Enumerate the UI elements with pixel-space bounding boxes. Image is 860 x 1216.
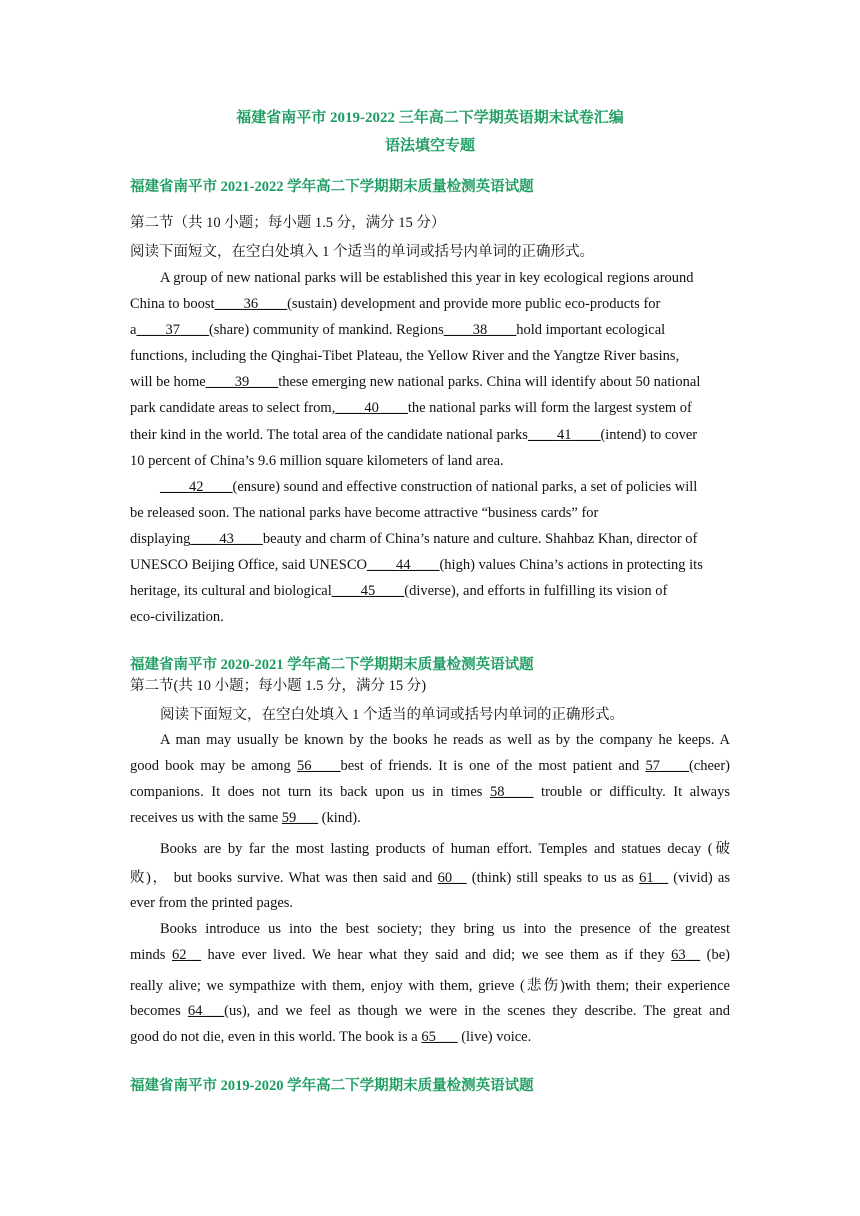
- passage-line: [160, 479, 730, 496]
- line-text: (think) still speaks to us as: [466, 870, 634, 886]
- line-text: (ensure) sound and effective construction of national parks, a set of policies will: [232, 479, 698, 495]
- section-part-label: 第二节（共 10 小题；每小题 1.5 分，满分 15 分）: [130, 215, 446, 231]
- line-text: beauty and charm of China’s nature and culture. Shahbaz Khan, director of: [262, 531, 698, 547]
- answer-blank: ____42____: [160, 479, 233, 495]
- passage-line: [130, 557, 730, 574]
- passage-line: [130, 866, 730, 887]
- line-text: A man may usually be known by the books he reads as well as by the company he keeps. A: [160, 732, 730, 748]
- line-text: (us), and we feel as though we were in the scenes they describe. The great and: [224, 1003, 730, 1019]
- passage-line: [130, 1029, 730, 1046]
- answer-blank: ____39____: [205, 374, 279, 390]
- passage-line: [130, 609, 730, 626]
- line-text: hold important ecological: [516, 322, 666, 338]
- answer-blank: 63__: [671, 947, 701, 963]
- section-instruction: 阅读下面短文，在空白处填入 1 个适当的单词或括号内单词的正确形式。: [130, 244, 594, 260]
- passage-line: [130, 453, 730, 470]
- line-text: (diverse), and efforts in fulfilling its vision of: [404, 583, 668, 599]
- passage-line: [130, 505, 730, 522]
- answer-blank: ____44____: [366, 557, 440, 573]
- line-text: really alive; we sympathize with them, enjoy with them, grieve (悲伤)with them; their experience: [130, 978, 730, 994]
- line-text: the national parks will form the largest system of: [407, 400, 692, 416]
- passage-line: [130, 947, 730, 964]
- line-text: good book may be among: [130, 758, 291, 774]
- answer-blank: 59___: [281, 810, 319, 826]
- answer-blank: ____36____: [214, 296, 288, 312]
- passage-line: [160, 270, 730, 287]
- passage-line: [130, 296, 730, 313]
- line-text: A group of new national parks will be established this year in key ecological regions around: [160, 270, 694, 286]
- passage-line: [130, 1003, 730, 1020]
- answer-blank: ____41____: [527, 427, 601, 443]
- answer-blank: ____37____: [136, 322, 209, 338]
- line-text: (be): [700, 947, 731, 963]
- passage-line: [130, 784, 730, 801]
- section-heading-2020-2021: 福建省南平市 2020-2021 学年高二下学期期末质量检测英语试题: [130, 657, 534, 673]
- passage-line: [130, 895, 730, 912]
- line-text: companions. It does not turn its back upon us in times: [130, 784, 483, 800]
- passage-line: [130, 374, 730, 391]
- line-text: trouble or difficulty. It always: [533, 784, 730, 800]
- answer-blank: ____40____: [335, 400, 408, 416]
- passage-line: [160, 837, 730, 858]
- line-text: park candidate areas to select from,: [130, 400, 336, 416]
- line-text: (vivid) as: [668, 870, 730, 886]
- line-text: receives us with the same: [130, 810, 279, 826]
- answer-blank: 61__: [639, 870, 669, 886]
- line-text: a: [130, 322, 137, 338]
- line-text: China to boost: [130, 296, 215, 312]
- line-text: heritage, its cultural and biological: [130, 583, 332, 599]
- answer-blank: ____45____: [331, 583, 405, 599]
- line-text: displaying: [130, 531, 191, 547]
- line-text: be released soon. The national parks have become attractive “business cards” for: [130, 505, 599, 521]
- passage-line: [160, 921, 730, 938]
- line-text: functions, including the Qinghai-Tibet Plateau, the Yellow River and the Yangtze River basins,: [130, 348, 680, 364]
- section-heading-2021-2022: 福建省南平市 2021-2022 学年高二下学期期末质量检测英语试题: [130, 179, 534, 195]
- passage-line: [130, 531, 730, 548]
- passage-line: [130, 974, 730, 995]
- line-text: (sustain) development and provide more public eco-products for: [287, 296, 661, 312]
- passage-line: [130, 758, 730, 775]
- passage-line: [130, 810, 730, 827]
- line-text: best of friends. It is one of the most patient and: [340, 758, 640, 774]
- line-text: will be home: [130, 374, 206, 390]
- line-text: becomes: [130, 1003, 181, 1019]
- line-text: Books are by far the most lasting products of human effort. Temples and statues decay (破: [160, 841, 730, 857]
- answer-blank: 64___: [187, 1003, 225, 1019]
- passage-line: [130, 427, 730, 444]
- answer-blank: 60__: [437, 870, 467, 886]
- line-text: (high) values China’s actions in protecting its: [439, 557, 703, 573]
- line-text: minds: [130, 947, 166, 963]
- section-instruction: 阅读下面短文，在空白处填入 1 个适当的单词或括号内单词的正确形式。: [160, 707, 624, 723]
- line-text: their kind in the world. The total area of the candidate national parks: [130, 427, 528, 443]
- passage-line: [130, 322, 730, 339]
- line-text: 10 percent of China’s 9.6 million square kilometers of land area.: [130, 453, 504, 469]
- document-subtitle: 语法填空专题: [384, 138, 475, 154]
- section-part-label: 第二节(共 10 小题；每小题 1.5 分，满分 15 分): [130, 678, 427, 694]
- line-text: (cheer): [688, 758, 730, 774]
- document-title: 福建省南平市 2019-2022 三年高二下学期英语期末试卷汇编: [236, 110, 624, 126]
- line-text: (kind).: [318, 810, 361, 826]
- line-text: ever from the printed pages.: [130, 895, 294, 911]
- answer-blank: 56____: [296, 758, 341, 774]
- answer-blank: ____43____: [190, 531, 263, 547]
- answer-blank: 58____: [489, 784, 534, 800]
- passage-line: [130, 400, 730, 417]
- answer-blank: 57____: [645, 758, 689, 774]
- answer-blank: 65___: [421, 1029, 458, 1045]
- answer-blank: ____38____: [443, 322, 517, 338]
- line-text: Books introduce us into the best society; they bring us into the presence of the greatest: [160, 921, 730, 937]
- line-text: good do not die, even in this world. The book is a: [130, 1029, 418, 1045]
- line-text: (intend) to cover: [600, 427, 698, 443]
- passage-line: [130, 348, 730, 365]
- line-text: have ever lived. We hear what they said and did; we see them as if they: [201, 947, 665, 963]
- line-text: 败)， but books survive. What was then said and: [130, 870, 433, 886]
- line-text: (live) voice.: [457, 1029, 532, 1045]
- section-heading-2019-2020: 福建省南平市 2019-2020 学年高二下学期期末质量检测英语试题: [130, 1078, 534, 1094]
- answer-blank: 62__: [172, 947, 201, 963]
- line-text: UNESCO Beijing Office, said UNESCO: [130, 557, 367, 573]
- line-text: these emerging new national parks. China will identify about 50 national: [278, 374, 701, 390]
- passage-line: [130, 583, 730, 600]
- passage-line: [160, 732, 730, 749]
- line-text: eco-civilization.: [130, 609, 224, 625]
- line-text: (share) community of mankind. Regions: [208, 322, 444, 338]
